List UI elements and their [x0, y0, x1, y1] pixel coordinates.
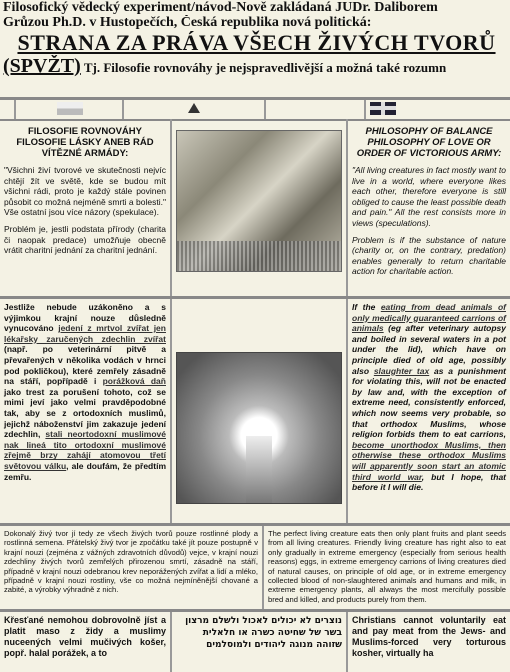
header-tagline: Tj. Filosofie rovnováhy je nejspravedlivější a možná také rozumn — [83, 60, 447, 75]
party-abbreviation: (SPVŽT) — [3, 55, 81, 77]
section-carrion — [0, 299, 510, 526]
carrion-english-b: (eg after veterinary autopsy and boiled in several waters in a pot under the lid), which have on principle died of old age, possibly also — [352, 323, 506, 376]
philosophy-english-col — [346, 119, 510, 296]
party-title: STRANA ZA PRÁVA VŠECH ŽIVÝCH TVORŮ — [17, 30, 496, 55]
carrion-czech-a: Jestliže nebude uzákoněno a s výjimkou krajní nouze důsledně vynucováno — [4, 302, 166, 334]
uk-flag-icon[interactable] — [370, 102, 396, 115]
carrion-english-c: as a punishment for violating this, will not be enacted by law and, with the exception of extreme need, consistently enforced, which now seems very probable, so that orthodox Muslims, whose religion forbids them to eat carrions, — [352, 365, 507, 440]
perfect-english-col: The perfect living creature eats then only plant fruits and plant seeds from all living creatures. Friendly living creature has right also to eat only gradually in extreme emergency (especially from serious health reasons) eggs, in extreme emergency carrions of living creatures died of natural causes, on principle of old age, or in extreme emergency collected blood of non-slaughtered animals and humans and milk, in extreme emergency plants, all always the most mercifully possible bred and killed, and products purely from them. — [262, 526, 510, 609]
carrion-czech-col — [0, 299, 170, 523]
engraving-image — [176, 130, 342, 272]
mushroom-cloud-image — [176, 352, 342, 504]
carrion-czech-c: jako trest za porušení tohoto, což se mimi jeví jako velmi pravděpodobné tak, aby se z ortodoxních muslimů, jejichž náboženství jim zakazuje jedení zdechlin, — [4, 386, 166, 440]
philosophy-english-p2: Problem is if the substance of nature (charity or, on the contrary, predation) enables generally to return charitable action for charitable action. — [352, 234, 506, 277]
kosher-english-col: Christians cannot voluntarily eat and pay meat from the Jews- and Muslims-forced very torturous kosher, virtually ha — [346, 612, 510, 672]
carrion-czech-link-1[interactable]: jedení z mrtvol zvířat jen lékařsky zaručených zdechlin zvířat — [4, 323, 166, 344]
header-line-1: Filosofický vědecký experiment/návod-Nově zakládaná JUDr. Daliborem — [3, 0, 438, 15]
carrion-image-col — [170, 299, 346, 523]
carrion-english-link-1[interactable]: eating from dead animals of only medically guaranteed carrions of animals — [352, 302, 506, 334]
lang-up-cell[interactable] — [124, 100, 266, 119]
up-arrow-icon[interactable] — [188, 103, 200, 113]
content-table — [0, 119, 510, 672]
perfect-czech-col: Dokonalý živý tvor jí tedy ze všech živých tvorů pouze rostlinné plody a rostlinná semena. Přátelský živý tvor je zpočátku také jít pouze postupně v krajní nouzi (zejména z vážných zdravotních důvodů) vejce, v krajní nouzi zdechliny živých tvorů zemřelých přirozenou smrtí, zásadně na stáří, případně v krajní nouzi odebranou krev neporážených zvířat a lidí a mléko, případně v krajní nouzi rostliny, vše co možná nejmíněnější chované a zabité, a výrobky výhradně z nich. — [4, 529, 258, 595]
philosophy-czech-p2: Problém je, jestli podstata přírody (charita či naopak predace) umožňuje obecně vrátit charitní jednání za charitní jednání. — [4, 223, 166, 256]
philosophy-english-title: PHILOSOPHY OF BALANCE PHILOSOPHY OF LOVE OR ORDER OF VICTORIOUS ARMY: — [356, 126, 502, 159]
lang-czech-cell[interactable] — [16, 100, 124, 119]
lang-english-cell[interactable] — [366, 100, 510, 119]
czech-flag-icon[interactable] — [57, 102, 83, 115]
philosophy-english-p1: "All living creatures in fact mostly want to live in a world, where everyone likes each other, therefore everyone is still obliged to cause the least possible death and pain." All the rest consists more in views (speculations). — [352, 165, 506, 228]
kosher-czech-col: Křesťané nemohou dobrovolně jíst a platit maso z židy a muslimy nuceených velmi mučivých košer, popř. halal porážek, a to — [4, 615, 166, 658]
section-philosophy — [0, 119, 510, 299]
philosophy-czech-p1: "Všichni živí tvorové ve skutečnosti nejvíc chtějí žít ve světě, kde se budou mít všichni rádi, proto je každý stále povinen působit co možná nejméně smrti a bolesti." Vše ostatní jsou více názory (spekulace). — [4, 165, 166, 218]
carrion-czech-link-3[interactable]: stali neortodoxní muslimové nak lineá tito ortodoxní muslimové zřejmě brzy zahájí atomovou třetí světovou válku — [4, 429, 166, 471]
lang-bar-left-cap — [0, 100, 16, 119]
header-tagline-row — [3, 55, 510, 79]
carrion-czech-d: , ale doufám, že předtím zemřu. — [4, 460, 166, 482]
carrion-english-link-3[interactable]: become unorthodox Muslims, then otherwise these orthodox Muslims will apparently soon start an atomic third world war — [352, 439, 506, 482]
carrion-english-col — [346, 299, 510, 523]
philosophy-czech-col — [0, 119, 170, 296]
lang-empty-cell — [266, 100, 366, 119]
carrion-english-d: , but I hope, that before it I will die. — [352, 471, 506, 493]
kosher-hebrew-col: נוצרים לא יכולים לאכול ולשלם מרצון בשר של שחיטה כשרה או חלאלית שזוהה מנוגה ליהודים ולמוסלמים — [170, 612, 346, 672]
philosophy-image-col — [170, 119, 346, 296]
philosophy-czech-title: FILOSOFIE ROVNOVÁHY FILOSOFIE LÁSKY ANEB RÁD VÍTĚZNÉ ARMÁDY: — [16, 126, 154, 159]
carrion-english-link-2[interactable]: slaughter tax — [373, 365, 430, 376]
section-perfect-creature — [0, 526, 510, 612]
header-line-2: Grůzou Ph.D. v Hustopečích, Česká republika nová politická: — [3, 15, 372, 30]
section-kosher — [0, 612, 510, 672]
carrion-czech-link-2[interactable]: porážková daň — [102, 376, 166, 387]
carrion-english-a: If the — [352, 302, 381, 312]
language-bar — [0, 97, 510, 121]
carrion-czech-b: (např. po veterinární pitvě a převařených v několika vodách v hrnci pod pokličkou), které zemřely zásadně na stáří, popřípadě i — [4, 344, 166, 387]
page-header — [0, 0, 510, 79]
